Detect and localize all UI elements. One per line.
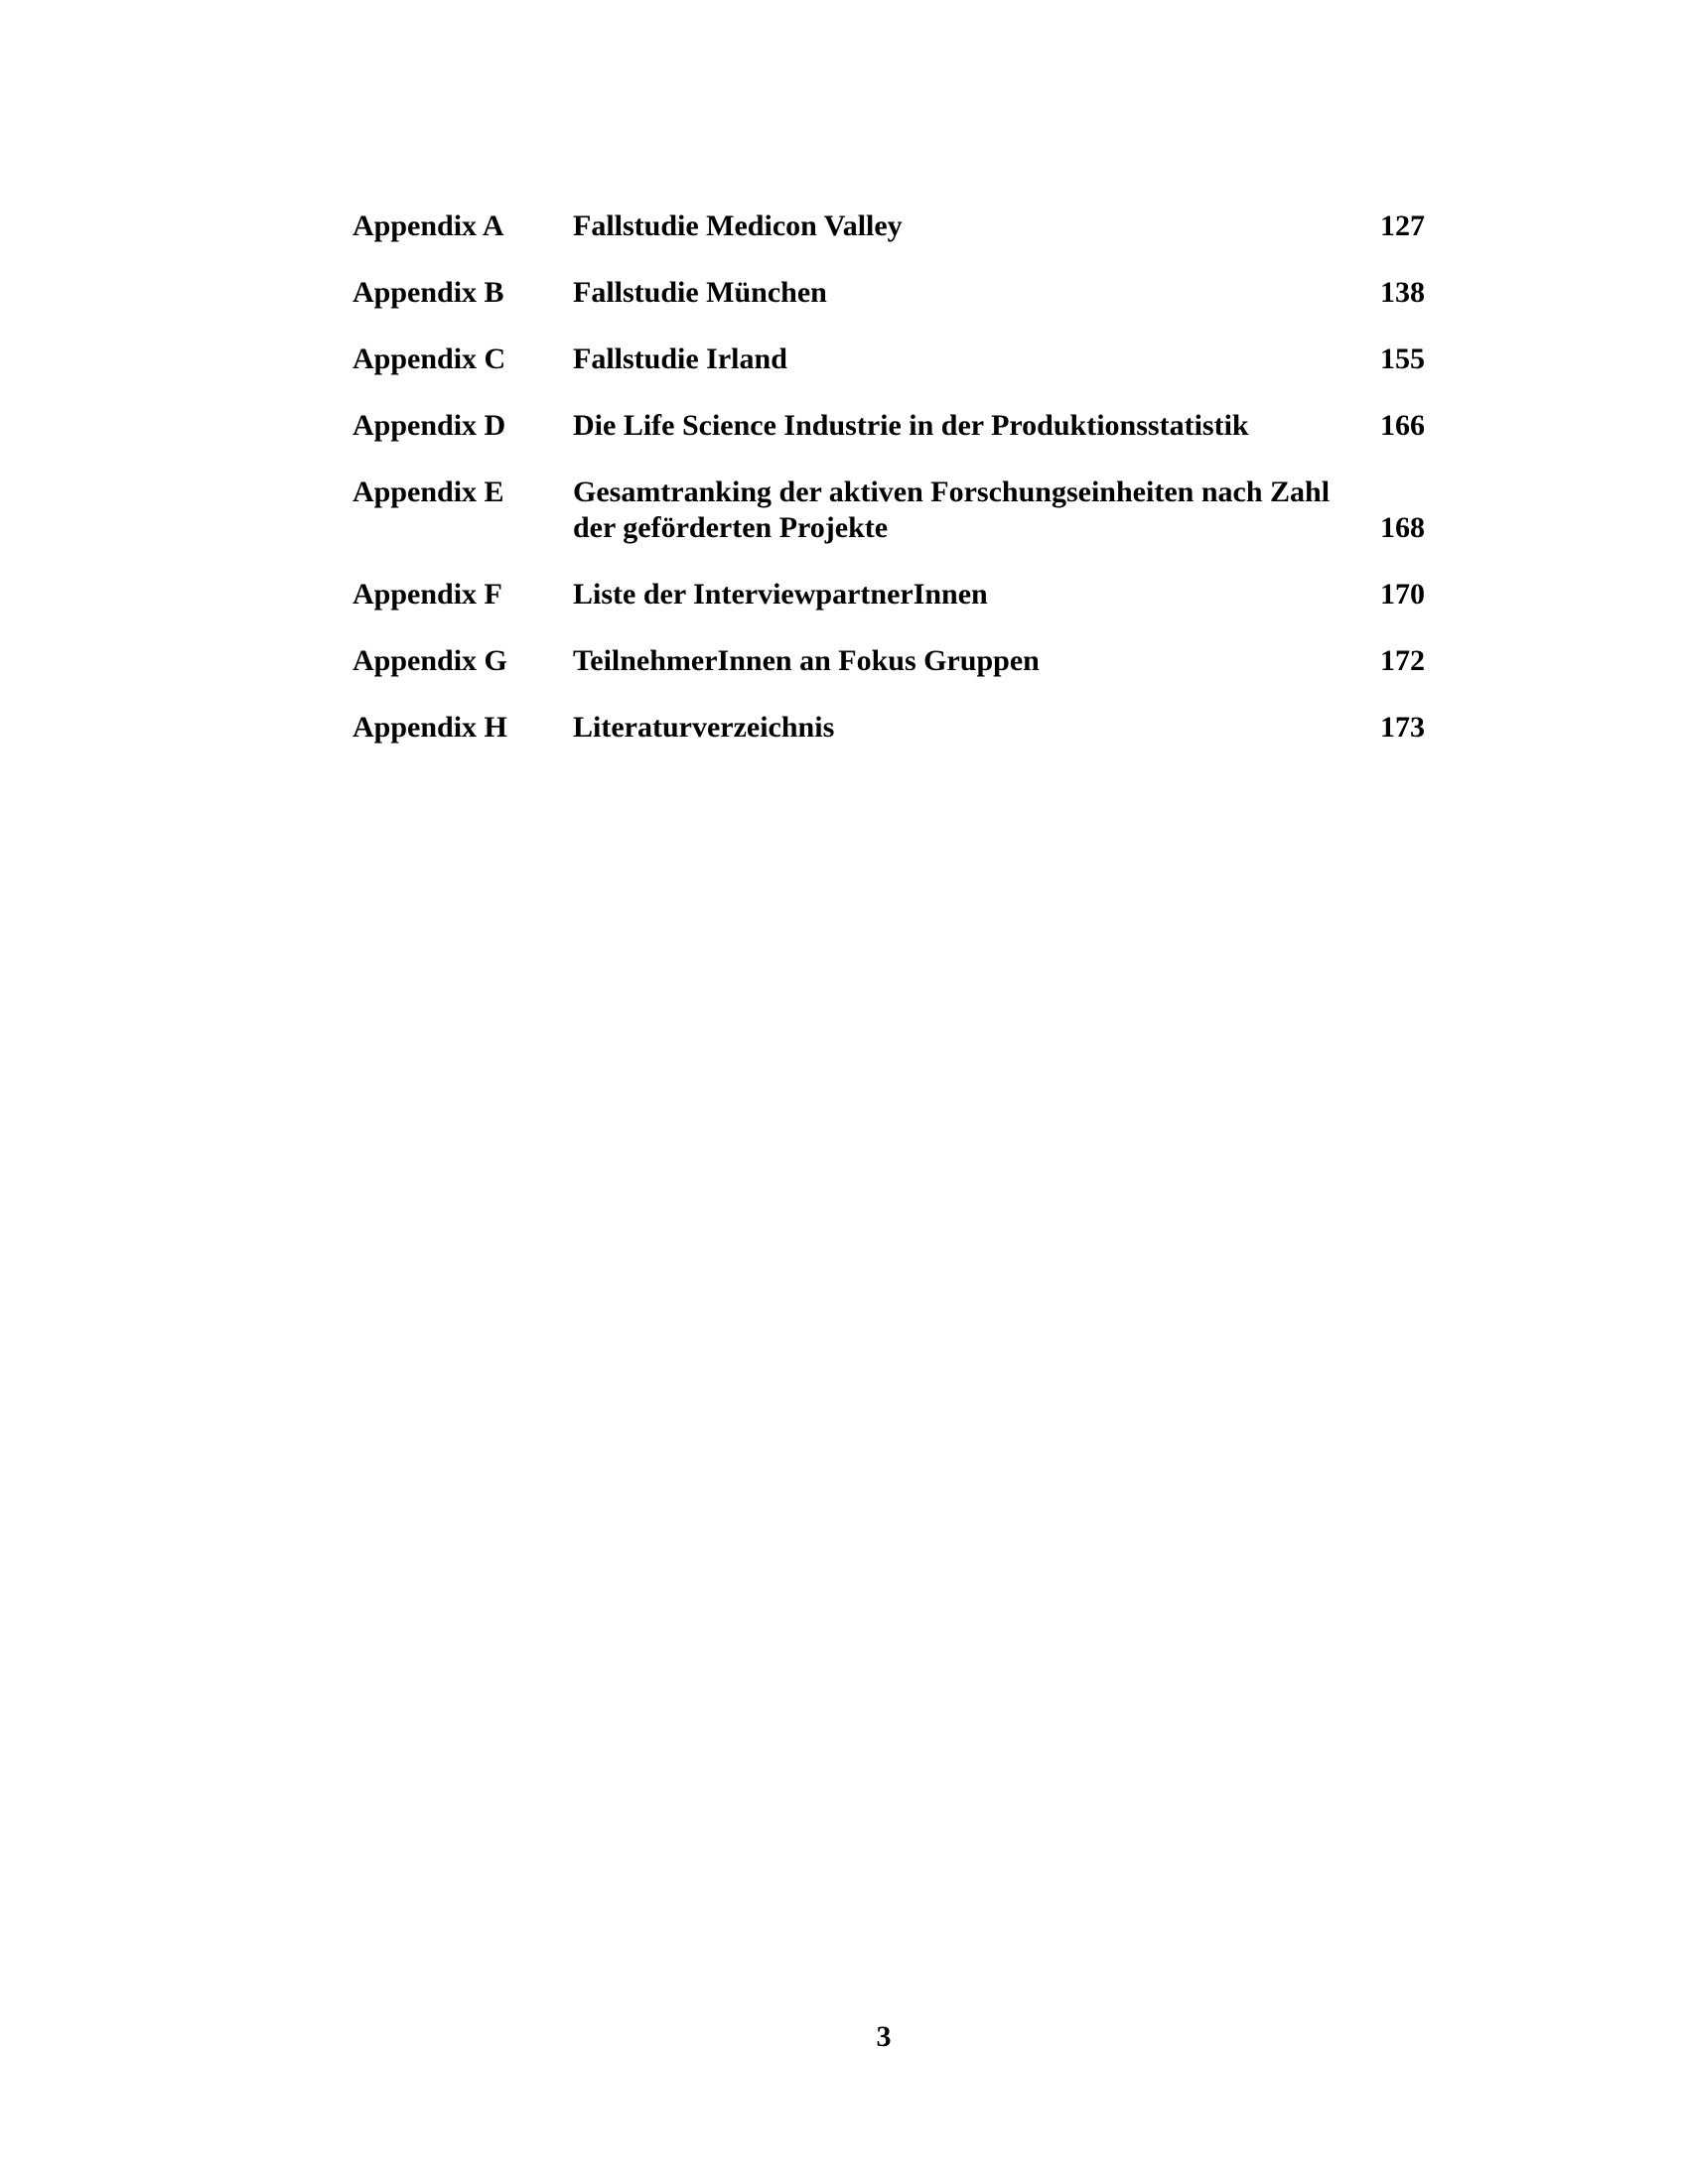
toc-entry-label: Appendix B — [352, 276, 504, 309]
toc-entry-title: Fallstudie München — [573, 276, 827, 309]
toc-entry-appendix-e[interactable] — [352, 475, 1425, 546]
toc-entry-label: Appendix D — [352, 409, 506, 442]
toc-entry-page: 166 — [1380, 409, 1425, 442]
toc-entry-page: 127 — [1380, 209, 1425, 242]
toc-entry-page: 168 — [1380, 511, 1425, 544]
toc-entry-title: Fallstudie Irland — [573, 342, 787, 375]
toc-entry-appendix-a[interactable] — [352, 208, 1425, 244]
toc-entry-page: 172 — [1380, 644, 1425, 677]
toc-entry-appendix-g[interactable] — [352, 643, 1425, 679]
toc-entry-title: Gesamtranking der aktiven Forschungseinheiten nach Zahl der geförderten Projekte — [573, 476, 1331, 544]
toc-entry-label: Appendix E — [352, 476, 504, 508]
toc-entry-appendix-f[interactable] — [352, 577, 1425, 613]
toc-entry-label: Appendix H — [352, 711, 507, 744]
table-of-contents — [352, 208, 1425, 776]
toc-entry-title: Literaturverzeichnis — [573, 711, 835, 744]
page-number: 3 — [876, 2020, 892, 2053]
toc-entry-label: Appendix A — [352, 209, 504, 242]
toc-entry-page: 173 — [1380, 711, 1425, 744]
toc-entry-appendix-c[interactable] — [352, 341, 1425, 377]
toc-entry-label: Appendix G — [352, 644, 507, 677]
toc-entry-title: Liste der InterviewpartnerInnen — [573, 578, 988, 611]
toc-entry-appendix-b[interactable] — [352, 275, 1425, 311]
toc-entry-label: Appendix C — [352, 342, 506, 375]
toc-entry-appendix-d[interactable] — [352, 408, 1425, 444]
toc-entry-page: 138 — [1380, 276, 1425, 309]
toc-entry-title: Die Life Science Industrie in der Produktionsstatistik — [573, 409, 1249, 442]
toc-entry-appendix-h[interactable] — [352, 710, 1425, 746]
toc-entry-title: TeilnehmerInnen an Fokus Gruppen — [573, 644, 1040, 677]
toc-entry-page: 155 — [1380, 342, 1425, 375]
toc-entry-label: Appendix F — [352, 578, 502, 611]
toc-entry-title: Fallstudie Medicon Valley — [573, 209, 903, 242]
toc-entry-page: 170 — [1380, 578, 1425, 611]
